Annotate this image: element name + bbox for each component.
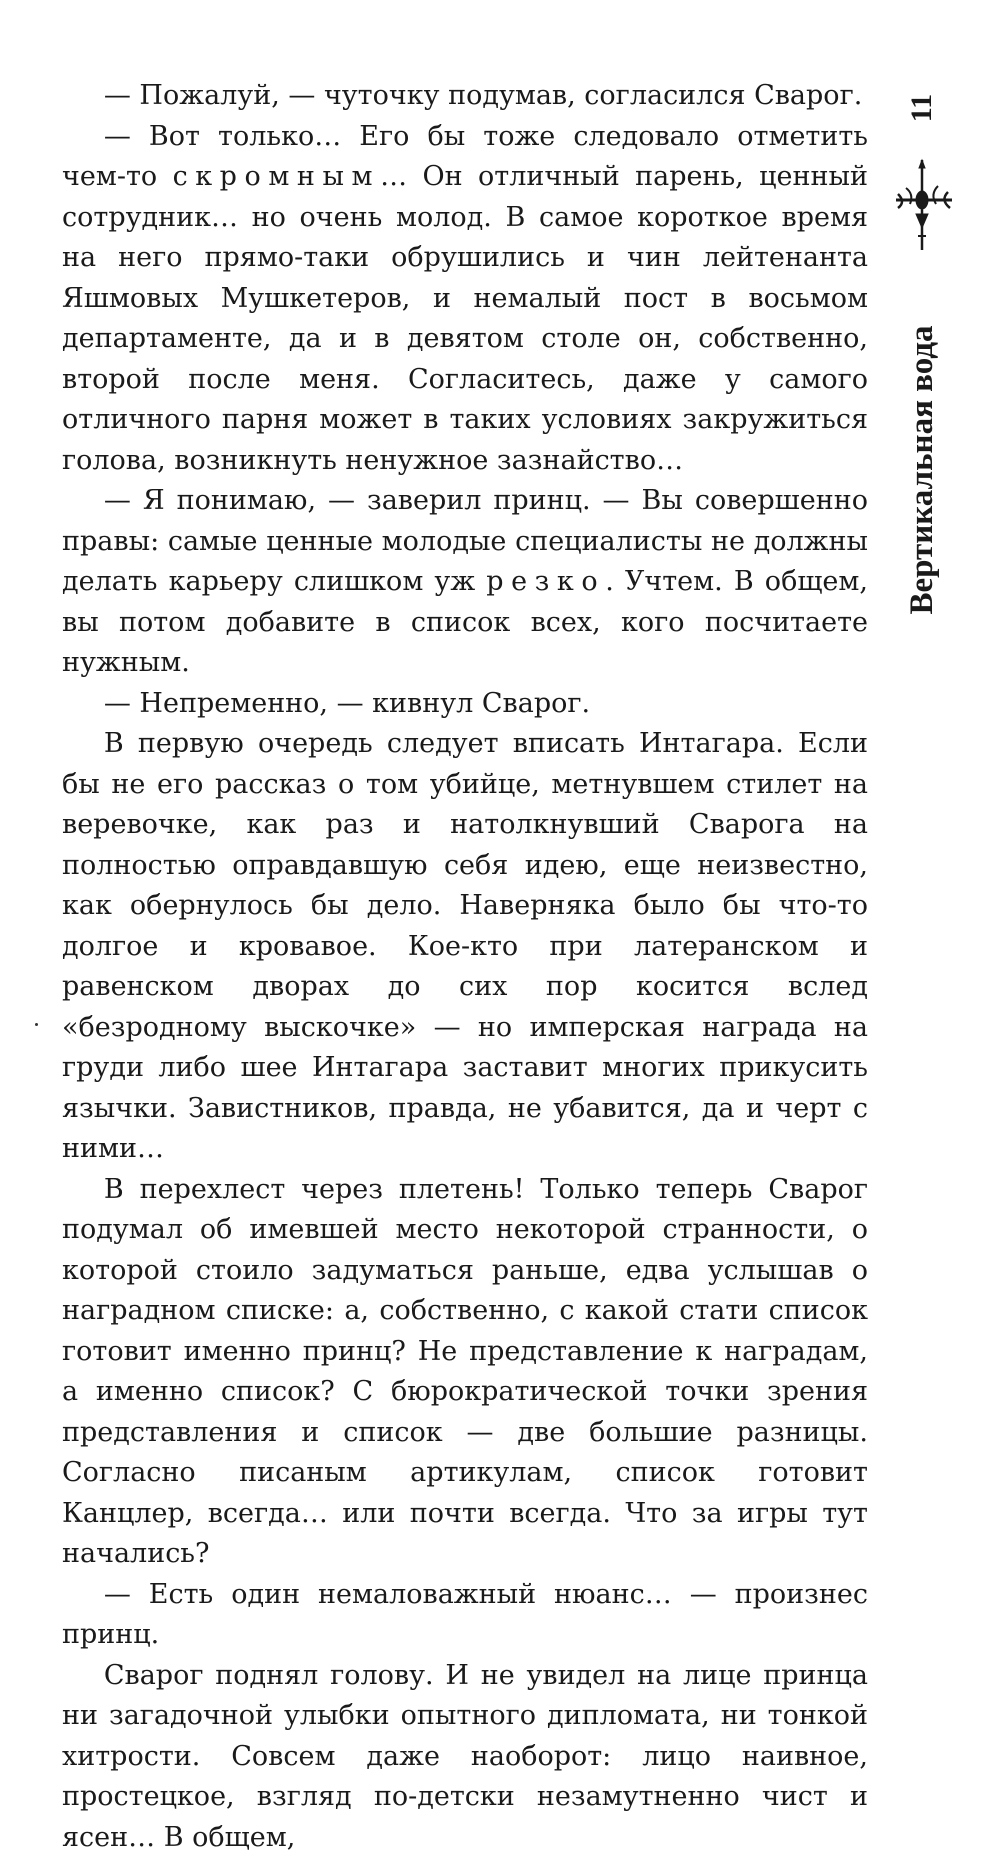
emphasized-word: скромным [173,161,381,192]
paragraph: — Есть один немаловажный нюанс… — произнес принц. [62,1575,868,1656]
print-speck [35,1023,38,1026]
paragraph-text: . Учтем. В общем, вы потом добавите в список всех, кого посчитаете нужным. [62,566,868,678]
paragraph-text: — Вот только… Его бы тоже следовало отметить чем-то [62,121,868,193]
paragraph-text: — Я понимаю, — заверил принц. — Вы совершенно правы: самые ценные молодые специалисты не должны делать карьеру слишком уж [62,485,868,597]
page-number: 11 [892,88,952,128]
paragraph: В первую очередь следует вписать Интагара. Если бы не его рассказ о том убийце, метнувшем стилет на веревочке, как раз и натолкнувший Сварога на полностью оправдавшую себя идею, еще неизвестно, как обернулось бы дело. Наверняка было бы что-то долгое и кровавое. Кое-кто при латеранском и равенском дворах до сих пор косится вслед «безродному выскочке» — но имперская награда на груди либо шее Интагара заставит многих прикусить язычки. Завистников, правда, не убавится, да и черт с ними… [62,724,868,1170]
paragraph [62,481,868,684]
body-text [62,76,868,1858]
paragraph: В перехлест через плетень! Только теперь Сварог подумал об имевшей место некоторой странности, о которой стоило задуматься раньше, едва услышав о наградном списке: а, собственно, с какой стати список готовит именно принц? Не представление к наградам, а именно список? С бюрократической точки зрения представления и список — две большие разницы. Согласно писаным артикулам, список готовит Канцлер, всегда… или почти всегда. Что за игры тут начались? [62,1170,868,1575]
paragraph-text: … Он отличный парень, ценный сотрудник… но очень молод. В самое короткое время на него прямо-таки обрушились и чин лейтенанта Яшмовых Мушкетеров, и немалый пост в восьмом департаменте, да и в девятом столе он, собственно, второй после меня. Согласитесь, даже у самого отличного парня может в таких условиях закружиться голова, возникнуть ненужное зазнайство… [62,161,868,476]
paragraph: — Пожалуй, — чуточку подумав, согласился Сварог. [62,76,868,117]
paragraph: Сварог поднял голову. И не увидел на лице принца ни загадочной улыбки опытного дипломата, ни тонкой хитрости. Совсем даже наоборот: лицо наивное, простецкое, взгляд по-детски незамутненно чист и ясен… В общем, [62,1656,868,1858]
paragraph: — Непременно, — кивнул Сварог. [62,684,868,725]
running-title: Вертикальная вода [900,190,944,750]
emphasized-word: резко [486,566,605,597]
paragraph [62,117,868,482]
